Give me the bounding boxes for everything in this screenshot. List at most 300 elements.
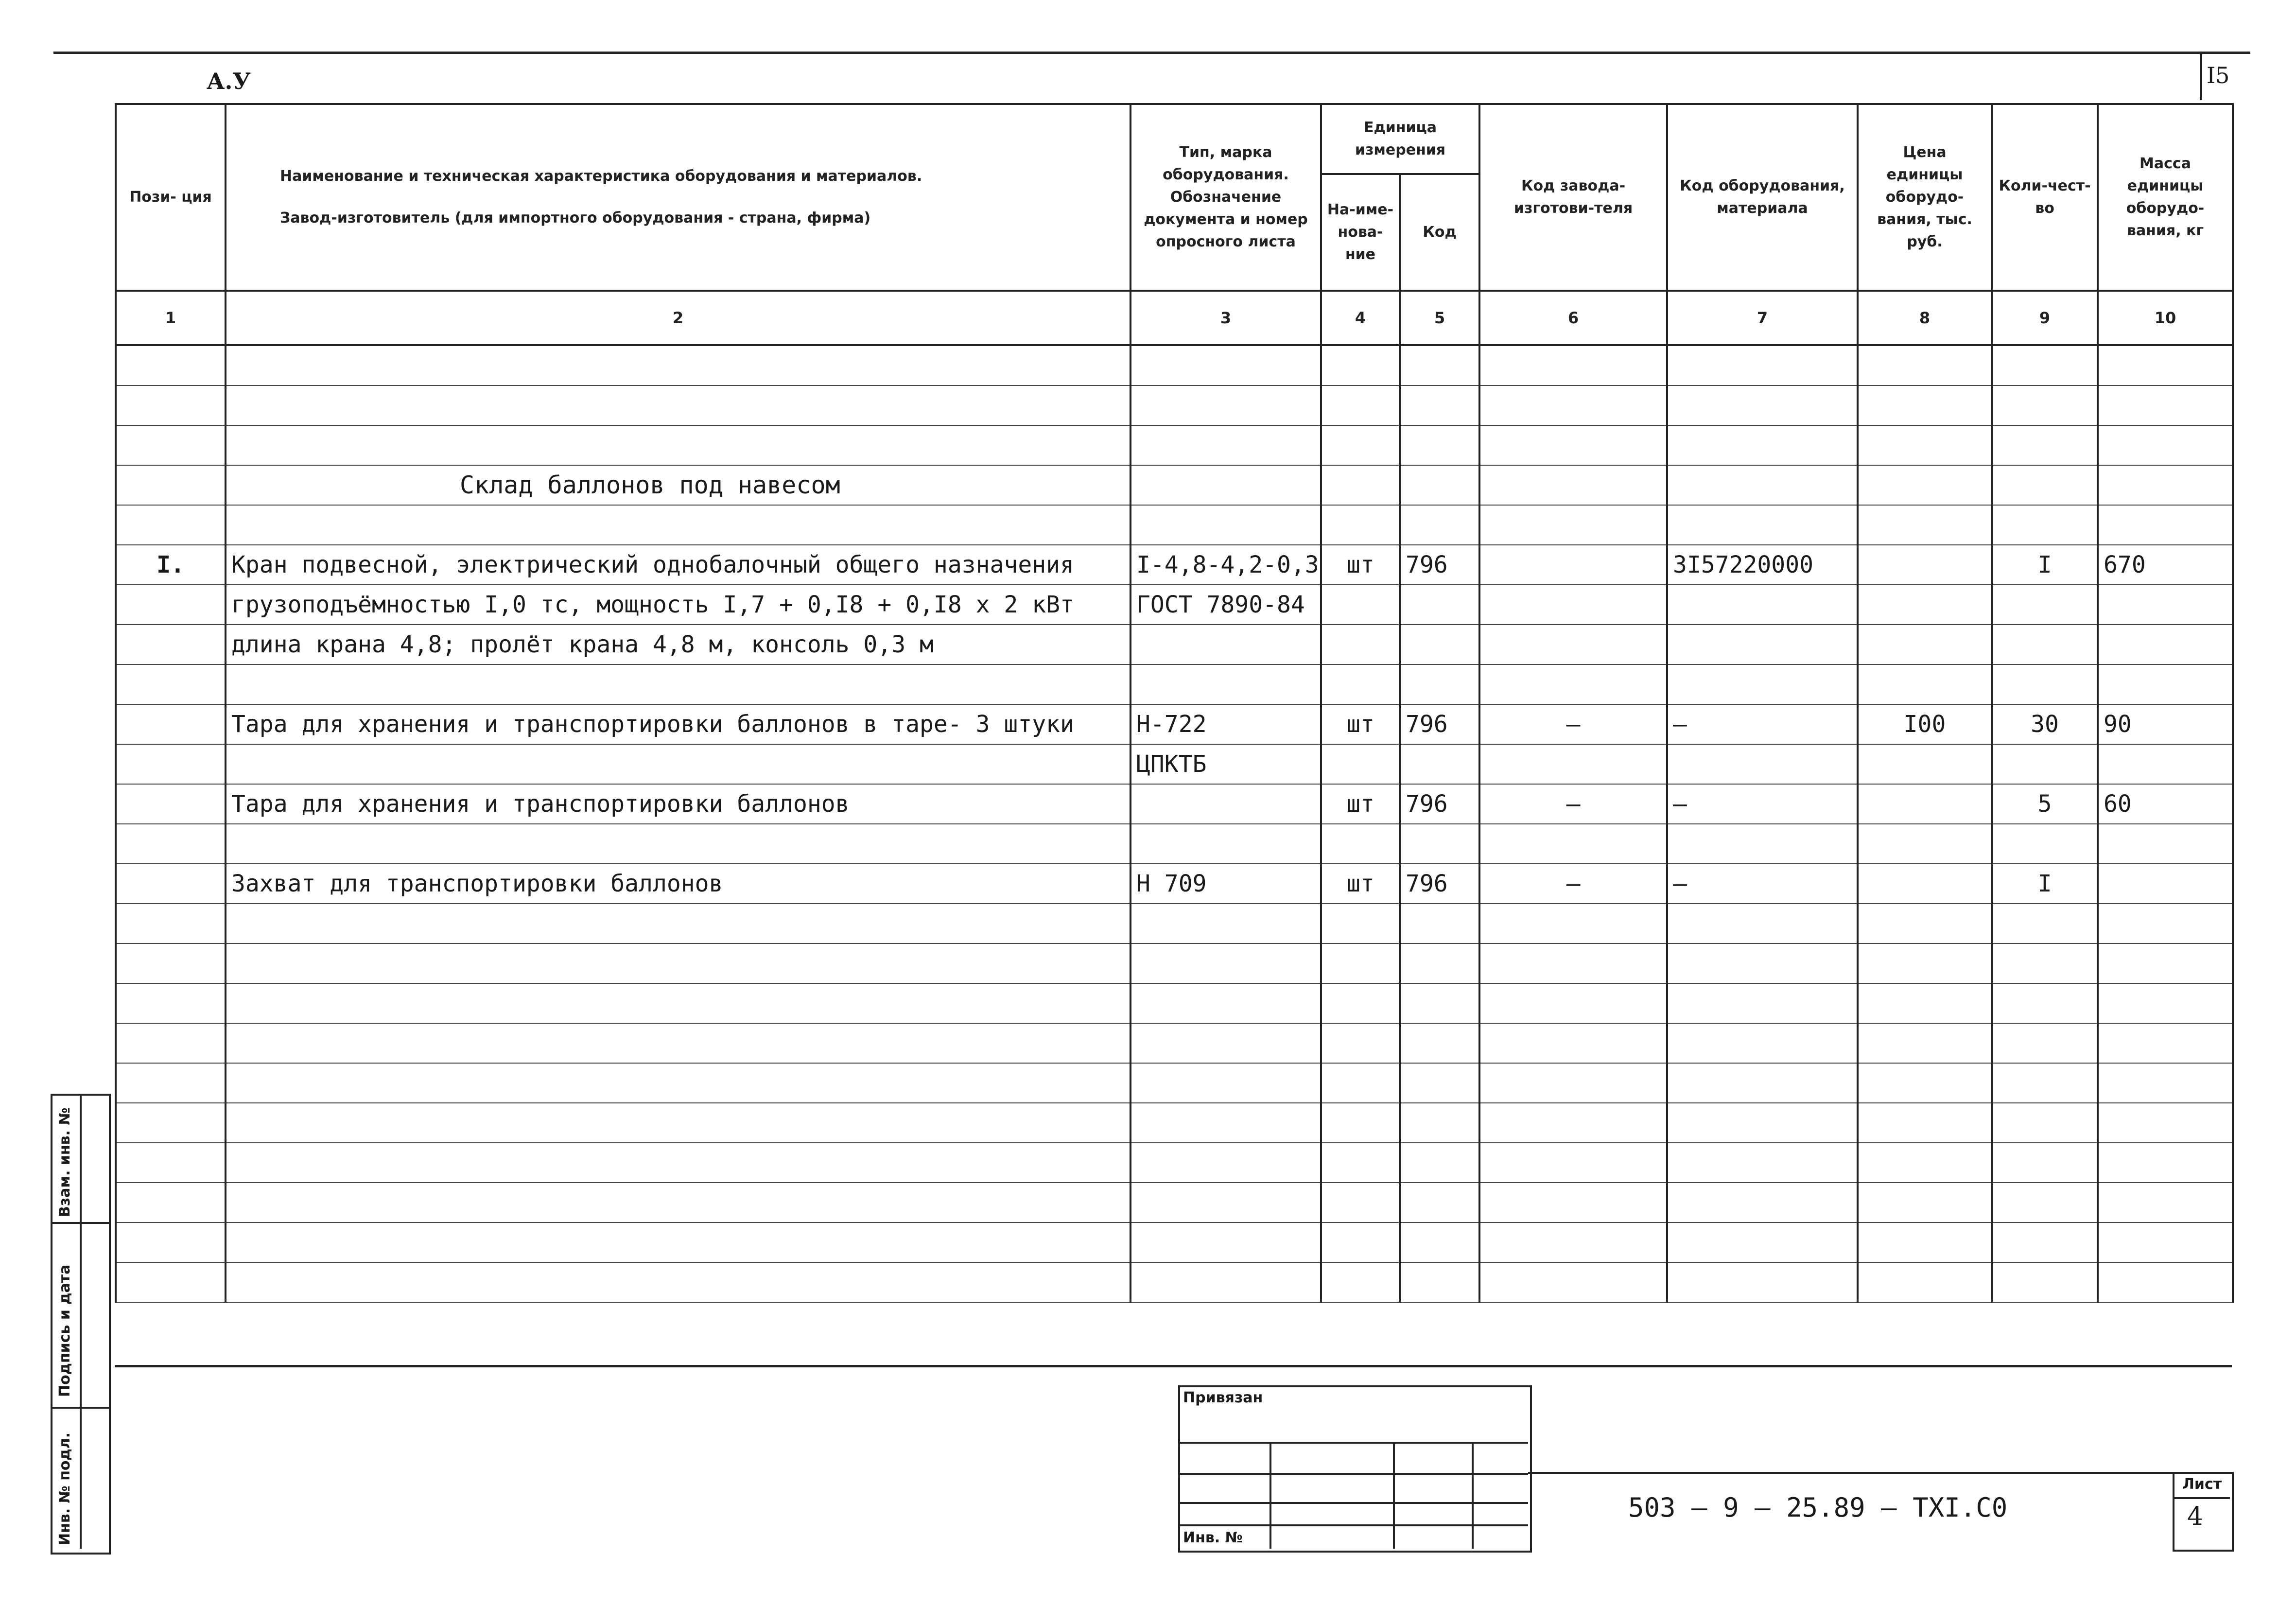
type-cell: I-4,8-4,2-0,3 <box>1131 545 1321 585</box>
position-cell <box>116 824 226 864</box>
unit-name-cell <box>1321 585 1400 625</box>
equipment-code-cell: – <box>1667 784 1858 824</box>
title-block-top-border <box>115 1365 2232 1367</box>
unit-name-cell <box>1321 385 1400 425</box>
name-cell <box>226 345 1131 385</box>
position-cell <box>116 744 226 784</box>
maker-code-cell <box>1479 1103 1667 1143</box>
type-cell <box>1131 983 1321 1023</box>
unit-name-cell <box>1321 943 1400 983</box>
maker-code-cell <box>1479 1223 1667 1262</box>
position-cell <box>116 784 226 824</box>
table-row-empty <box>116 1103 2233 1143</box>
table-row <box>116 704 2233 744</box>
quantity-cell: 30 <box>1992 704 2098 744</box>
unit-code-cell <box>1400 1143 1479 1183</box>
name-cell <box>226 425 1131 465</box>
type-cell: Н 709 <box>1131 864 1321 904</box>
price-cell <box>1858 1262 1992 1302</box>
price-cell <box>1858 784 1992 824</box>
quantity-cell <box>1992 744 2098 784</box>
col-number: 8 <box>1858 291 1992 345</box>
unit-name-cell: шт <box>1321 545 1400 585</box>
price-cell <box>1858 824 1992 864</box>
table-row-empty <box>116 943 2233 983</box>
quantity-cell <box>1992 385 2098 425</box>
mass-cell <box>2098 1023 2233 1063</box>
position-cell <box>116 904 226 943</box>
header-price: Цена единицы оборудо-вания, тыс. руб. <box>1858 104 1992 291</box>
name-cell <box>226 1223 1131 1262</box>
table-row-empty <box>116 904 2233 943</box>
name-cell: Тара для хранения и транспортировки баллонов <box>226 784 1131 824</box>
unit-code-cell <box>1400 983 1479 1023</box>
mass-cell <box>2098 744 2233 784</box>
name-cell: Кран подвесной, электрический однобалочный общего назначения <box>226 545 1131 585</box>
mass-cell <box>2098 1143 2233 1183</box>
unit-name-cell: шт <box>1321 784 1400 824</box>
unit-code-cell <box>1400 1063 1479 1103</box>
mass-cell: 60 <box>2098 784 2233 824</box>
position-cell <box>116 1223 226 1262</box>
table-row <box>116 625 2233 664</box>
privyazan-box <box>1178 1385 1532 1553</box>
privyazan-grid-line <box>1180 1442 1528 1444</box>
equipment-code-cell <box>1667 425 1858 465</box>
mass-cell <box>2098 345 2233 385</box>
unit-code-cell <box>1400 625 1479 664</box>
equipment-code-cell <box>1667 1262 1858 1302</box>
quantity-cell <box>1992 585 2098 625</box>
name-cell <box>226 983 1131 1023</box>
name-cell <box>226 385 1131 425</box>
equipment-code-cell <box>1667 1063 1858 1103</box>
quantity-cell <box>1992 824 2098 864</box>
header-unit-code: Код <box>1400 174 1479 291</box>
type-cell <box>1131 465 1321 505</box>
quantity-cell: I <box>1992 864 2098 904</box>
quantity-cell <box>1992 345 2098 385</box>
unit-code-cell <box>1400 1262 1479 1302</box>
quantity-cell <box>1992 664 2098 704</box>
unit-code-cell <box>1400 904 1479 943</box>
unit-code-cell: 796 <box>1400 864 1479 904</box>
header-unit: Единица измерения <box>1321 104 1479 174</box>
side-stamp-inv-podl: Инв. № подл. <box>56 1432 73 1545</box>
name-cell <box>226 824 1131 864</box>
header-unit-name: На-име-нова-ние <box>1321 174 1400 291</box>
position-cell <box>116 505 226 545</box>
price-cell <box>1858 1103 1992 1143</box>
type-cell <box>1131 1223 1321 1262</box>
sheet-number: 4 <box>2187 1502 2204 1531</box>
col-number: 2 <box>226 291 1131 345</box>
unit-name-cell: шт <box>1321 864 1400 904</box>
type-cell <box>1131 784 1321 824</box>
name-cell: грузоподъёмностью I,0 тс, мощность I,7 + 0,I8 + 0,I8 x 2 кВт <box>226 585 1131 625</box>
mass-cell <box>2098 904 2233 943</box>
type-cell <box>1131 505 1321 545</box>
unit-code-cell <box>1400 345 1479 385</box>
equipment-code-cell <box>1667 1143 1858 1183</box>
name-cell <box>226 505 1131 545</box>
equipment-code-cell <box>1667 904 1858 943</box>
unit-name-cell <box>1321 904 1400 943</box>
price-cell <box>1858 864 1992 904</box>
maker-code-cell <box>1479 1183 1667 1223</box>
unit-code-cell: 796 <box>1400 545 1479 585</box>
table-row-empty <box>116 1183 2233 1223</box>
unit-name-cell <box>1321 1262 1400 1302</box>
title-block-divider <box>1528 1472 2173 1474</box>
name-cell <box>226 1262 1131 1302</box>
side-stamp-vzam-inv: Взам. инв. № <box>56 1107 73 1217</box>
mass-cell <box>2098 1262 2233 1302</box>
header-name <box>226 104 1131 291</box>
mass-cell <box>2098 1063 2233 1103</box>
unit-name-cell <box>1321 1023 1400 1063</box>
side-stamp-divider <box>52 1222 109 1224</box>
price-cell <box>1858 1063 1992 1103</box>
unit-code-cell <box>1400 1183 1479 1223</box>
sheet-box-divider <box>2174 1497 2230 1499</box>
type-cell <box>1131 664 1321 704</box>
type-cell <box>1131 425 1321 465</box>
position-cell <box>116 465 226 505</box>
equipment-spec-table <box>115 103 2234 1303</box>
equipment-code-cell <box>1667 625 1858 664</box>
col-number: 4 <box>1321 291 1400 345</box>
maker-code-cell: – <box>1479 704 1667 744</box>
table-row-empty <box>116 983 2233 1023</box>
maker-code-cell <box>1479 625 1667 664</box>
mass-cell <box>2098 983 2233 1023</box>
maker-code-cell <box>1479 983 1667 1023</box>
price-cell <box>1858 664 1992 704</box>
price-cell <box>1858 545 1992 585</box>
position-cell <box>116 864 226 904</box>
unit-name-cell <box>1321 983 1400 1023</box>
type-cell <box>1131 1143 1321 1183</box>
maker-code-cell <box>1479 1143 1667 1183</box>
maker-code-cell <box>1479 744 1667 784</box>
equipment-code-cell <box>1667 385 1858 425</box>
type-cell <box>1131 1183 1321 1223</box>
corner-mark: А.У <box>207 68 251 94</box>
unit-name-cell <box>1321 1143 1400 1183</box>
equipment-code-cell <box>1667 983 1858 1023</box>
price-cell <box>1858 1183 1992 1223</box>
quantity-cell: I <box>1992 545 2098 585</box>
position-cell <box>116 585 226 625</box>
position-cell <box>116 425 226 465</box>
privyazan-grid-line <box>1270 1442 1271 1549</box>
unit-name-cell <box>1321 1223 1400 1262</box>
section-row <box>116 465 2233 505</box>
position-cell <box>116 1143 226 1183</box>
side-stamp-sign-date: Подпись и дата <box>56 1264 73 1397</box>
header-type: Тип, марка оборудования. Обозначение документа и номер опросного листа <box>1131 104 1321 291</box>
unit-code-cell <box>1400 425 1479 465</box>
price-cell: I00 <box>1858 704 1992 744</box>
inventory-number-label: Инв. № <box>1183 1529 1243 1546</box>
quantity-cell: 5 <box>1992 784 2098 824</box>
name-cell <box>226 943 1131 983</box>
position-cell <box>116 1262 226 1302</box>
maker-code-cell <box>1479 385 1667 425</box>
price-cell <box>1858 345 1992 385</box>
col-number: 9 <box>1992 291 2098 345</box>
unit-name-cell <box>1321 824 1400 864</box>
maker-code-cell <box>1479 904 1667 943</box>
unit-name-cell <box>1321 425 1400 465</box>
mass-cell <box>2098 864 2233 904</box>
equipment-code-cell: – <box>1667 704 1858 744</box>
name-cell: Захват для транспортировки баллонов <box>226 864 1131 904</box>
sheet-top-number: I5 <box>2207 62 2230 88</box>
table-row-empty <box>116 1023 2233 1063</box>
equipment-code-cell: – <box>1667 864 1858 904</box>
name-cell <box>226 1103 1131 1143</box>
price-cell <box>1858 585 1992 625</box>
header-maker-code: Код завода-изготови-теля <box>1479 104 1667 291</box>
position-cell <box>116 1023 226 1063</box>
maker-code-cell <box>1479 425 1667 465</box>
type-cell <box>1131 385 1321 425</box>
header-mass: Масса единицы оборудо-вания, кг <box>2098 104 2233 291</box>
equipment-code-cell <box>1667 1103 1858 1143</box>
name-cell <box>226 1023 1131 1063</box>
quantity-cell <box>1992 1223 2098 1262</box>
equipment-code-cell: 3I57220000 <box>1667 545 1858 585</box>
col-number: 5 <box>1400 291 1479 345</box>
unit-code-cell <box>1400 585 1479 625</box>
price-cell <box>1858 465 1992 505</box>
maker-code-cell <box>1479 505 1667 545</box>
header-quantity: Коли-чест-во <box>1992 104 2098 291</box>
unit-code-cell <box>1400 664 1479 704</box>
unit-name-cell <box>1321 1063 1400 1103</box>
table-row-empty <box>116 1223 2233 1262</box>
price-cell <box>1858 505 1992 545</box>
section-title: Склад баллонов под навесом <box>226 465 1131 505</box>
equipment-code-cell <box>1667 1023 1858 1063</box>
mass-cell <box>2098 664 2233 704</box>
unit-name-cell <box>1321 505 1400 545</box>
equipment-code-cell <box>1667 664 1858 704</box>
quantity-cell <box>1992 1183 2098 1223</box>
quantity-cell <box>1992 1063 2098 1103</box>
quantity-cell <box>1992 1143 2098 1183</box>
spec-table-body <box>116 345 2233 1302</box>
type-cell <box>1131 345 1321 385</box>
header-name-line2: Завод-изготовитель (для импортного оборудования - страна, фирма) <box>280 210 871 227</box>
unit-name-cell <box>1321 345 1400 385</box>
unit-name-cell <box>1321 744 1400 784</box>
position-cell <box>116 1063 226 1103</box>
mass-cell <box>2098 943 2233 983</box>
table-row-empty <box>116 345 2233 385</box>
mass-cell <box>2098 824 2233 864</box>
position-cell <box>116 704 226 744</box>
type-cell <box>1131 904 1321 943</box>
header-position: Пози- ция <box>116 104 226 291</box>
unit-code-cell: 796 <box>1400 784 1479 824</box>
mass-cell <box>2098 1183 2233 1223</box>
unit-name-cell <box>1321 1103 1400 1143</box>
header-equipment-code: Код оборудования, материала <box>1667 104 1858 291</box>
equipment-code-cell <box>1667 585 1858 625</box>
quantity-cell <box>1992 505 2098 545</box>
unit-name-cell <box>1321 1183 1400 1223</box>
maker-code-cell <box>1479 1262 1667 1302</box>
quantity-cell <box>1992 1023 2098 1063</box>
table-row <box>116 784 2233 824</box>
maker-code-cell <box>1479 345 1667 385</box>
position-cell: I. <box>116 545 226 585</box>
frame-top-border <box>53 52 2250 54</box>
equipment-code-cell <box>1667 345 1858 385</box>
price-cell <box>1858 385 1992 425</box>
privyazan-grid-line <box>1472 1442 1474 1549</box>
type-cell <box>1131 1262 1321 1302</box>
maker-code-cell: – <box>1479 864 1667 904</box>
position-cell <box>116 385 226 425</box>
name-cell <box>226 744 1131 784</box>
position-cell <box>116 345 226 385</box>
col-number: 10 <box>2098 291 2233 345</box>
maker-code-cell <box>1479 943 1667 983</box>
mass-cell <box>2098 585 2233 625</box>
position-cell <box>116 625 226 664</box>
quantity-cell <box>1992 465 2098 505</box>
equipment-code-cell <box>1667 1223 1858 1262</box>
table-row <box>116 864 2233 904</box>
table-row-empty <box>116 1143 2233 1183</box>
maker-code-cell <box>1479 585 1667 625</box>
table-row <box>116 744 2233 784</box>
equipment-code-cell <box>1667 824 1858 864</box>
unit-code-cell <box>1400 1023 1479 1063</box>
document-code: 503 – 9 – 25.89 – ТХI.С0 <box>1628 1492 2008 1523</box>
price-cell <box>1858 904 1992 943</box>
table-row-empty <box>116 824 2233 864</box>
table-row <box>116 585 2233 625</box>
type-cell: Н-722 <box>1131 704 1321 744</box>
quantity-cell <box>1992 625 2098 664</box>
table-row <box>116 545 2233 585</box>
side-stamp-divider <box>52 1407 109 1409</box>
sheet-label: Лист <box>2182 1476 2222 1493</box>
type-cell <box>1131 625 1321 664</box>
header-name-line1: Наименование и техническая характеристика оборудования и материалов. <box>280 168 922 185</box>
privyazan-grid-line <box>1393 1442 1395 1549</box>
position-cell <box>116 1183 226 1223</box>
privyazan-label: Привязан <box>1183 1389 1263 1406</box>
privyazan-grid-line <box>1180 1473 1528 1475</box>
unit-code-cell <box>1400 385 1479 425</box>
position-cell <box>116 1103 226 1143</box>
equipment-code-cell <box>1667 744 1858 784</box>
col-number: 6 <box>1479 291 1667 345</box>
unit-code-cell <box>1400 744 1479 784</box>
equipment-code-cell <box>1667 1183 1858 1223</box>
maker-code-cell <box>1479 664 1667 704</box>
col-number: 1 <box>116 291 226 345</box>
price-cell <box>1858 1023 1992 1063</box>
price-cell <box>1858 1223 1992 1262</box>
unit-name-cell <box>1321 625 1400 664</box>
mass-cell: 90 <box>2098 704 2233 744</box>
table-row-empty <box>116 425 2233 465</box>
unit-name-cell <box>1321 664 1400 704</box>
unit-code-cell <box>1400 1103 1479 1143</box>
position-cell <box>116 983 226 1023</box>
mass-cell <box>2098 465 2233 505</box>
quantity-cell <box>1992 983 2098 1023</box>
maker-code-cell <box>1479 1023 1667 1063</box>
equipment-code-cell <box>1667 465 1858 505</box>
table-row-empty <box>116 664 2233 704</box>
unit-code-cell <box>1400 824 1479 864</box>
mass-cell <box>2098 385 2233 425</box>
quantity-cell <box>1992 425 2098 465</box>
maker-code-cell <box>1479 545 1667 585</box>
unit-name-cell: шт <box>1321 704 1400 744</box>
price-cell <box>1858 1143 1992 1183</box>
price-cell <box>1858 943 1992 983</box>
position-cell <box>116 664 226 704</box>
type-cell <box>1131 943 1321 983</box>
price-cell <box>1858 625 1992 664</box>
type-cell <box>1131 1023 1321 1063</box>
table-row-empty <box>116 1063 2233 1103</box>
type-cell: ГОСТ 7890-84 <box>1131 585 1321 625</box>
privyazan-grid-line <box>1180 1524 1528 1526</box>
maker-code-cell: – <box>1479 784 1667 824</box>
mass-cell: 670 <box>2098 545 2233 585</box>
price-cell <box>1858 744 1992 784</box>
quantity-cell <box>1992 904 2098 943</box>
col-number: 3 <box>1131 291 1321 345</box>
mass-cell <box>2098 1223 2233 1262</box>
name-cell <box>226 664 1131 704</box>
price-cell <box>1858 983 1992 1023</box>
mass-cell <box>2098 1103 2233 1143</box>
type-cell <box>1131 1103 1321 1143</box>
unit-code-cell <box>1400 505 1479 545</box>
type-cell: ЦПКТБ <box>1131 744 1321 784</box>
unit-code-cell <box>1400 465 1479 505</box>
quantity-cell <box>1992 1103 2098 1143</box>
name-cell <box>226 1143 1131 1183</box>
price-cell <box>1858 425 1992 465</box>
table-row-empty <box>116 385 2233 425</box>
equipment-code-cell <box>1667 505 1858 545</box>
name-cell: Тара для хранения и транспортировки баллонов в таре- 3 штуки <box>226 704 1131 744</box>
col-number: 7 <box>1667 291 1858 345</box>
equipment-code-cell <box>1667 943 1858 983</box>
mass-cell <box>2098 505 2233 545</box>
maker-code-cell <box>1479 465 1667 505</box>
name-cell <box>226 1183 1131 1223</box>
maker-code-cell <box>1479 824 1667 864</box>
unit-code-cell <box>1400 943 1479 983</box>
maker-code-cell <box>1479 1063 1667 1103</box>
mass-cell <box>2098 425 2233 465</box>
quantity-cell <box>1992 1262 2098 1302</box>
frame-corner-divider <box>2200 52 2202 100</box>
